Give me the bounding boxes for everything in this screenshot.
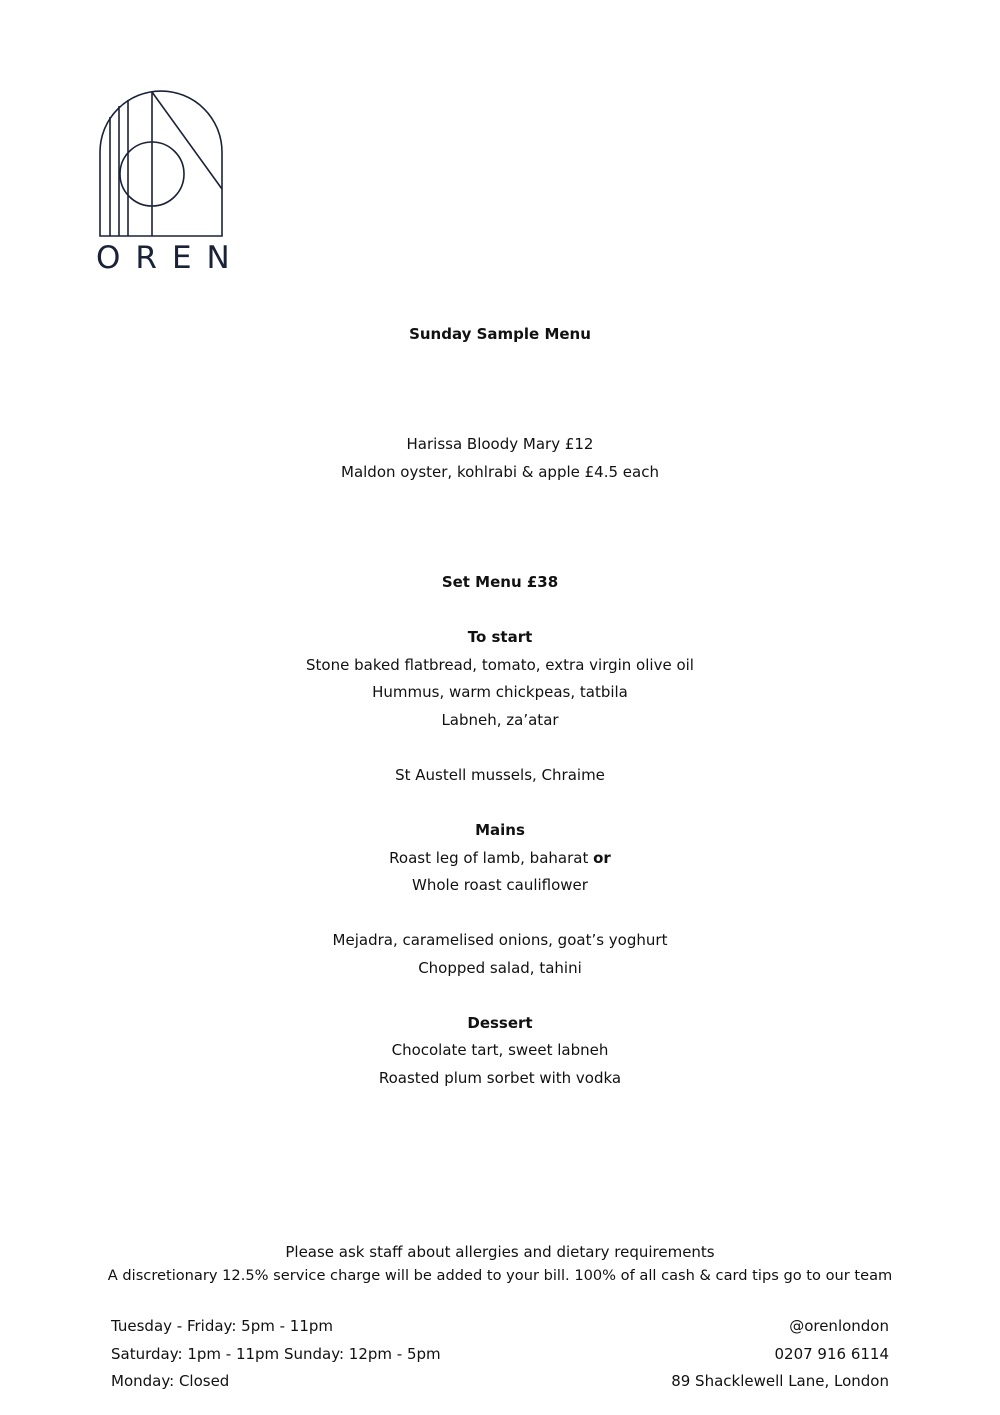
menu-item: Hummus, warm chickpeas, tatbila [372, 683, 628, 701]
hours-line: Saturday: 1pm - 11pm Sunday: 12pm - 5pm [111, 1345, 441, 1363]
menu-item-mains-option [0, 848, 1000, 868]
menu-item: Chopped salad, tahini [418, 959, 582, 977]
phone-number: 0207 916 6114 [774, 1345, 889, 1363]
menu-item: St Austell mussels, Chraime [395, 766, 605, 784]
mains-option-2: Whole roast cauliflower [412, 876, 588, 894]
allergy-note: Please ask staff about allergies and dietary requirements [285, 1243, 715, 1261]
extra-item: Maldon oyster, kohlrabi & apple £4.5 each [341, 463, 659, 481]
or-word: or [593, 849, 611, 867]
extra-item: Harissa Bloody Mary £12 [406, 435, 594, 453]
hours-line: Monday: Closed [111, 1372, 230, 1390]
social-handle: @orenlondon [789, 1317, 889, 1335]
menu-item: Roasted plum sorbet with vodka [378, 1069, 622, 1087]
menu-item: Stone baked flatbread, tomato, extra virgin olive oil [306, 656, 694, 674]
section-heading-start: To start [467, 628, 533, 646]
logo-wordmark: OREN [96, 240, 245, 276]
menu-item: Chocolate tart, sweet labneh [391, 1041, 609, 1059]
menu-item: Labneh, za’atar [441, 711, 559, 729]
section-heading-dessert: Dessert [467, 1014, 533, 1032]
page-title: Sunday Sample Menu [409, 325, 591, 343]
oren-logo [96, 88, 245, 276]
mains-option-1: Roast leg of lamb, baharat [389, 849, 589, 867]
service-charge-note: A discretionary 12.5% service charge will be added to your bill. 100% of all cash & card tips go to our team [107, 1267, 893, 1284]
menu-item: Mejadra, caramelised onions, goat’s yoghurt [332, 931, 668, 949]
section-heading-mains: Mains [475, 821, 525, 839]
set-menu-heading: Set Menu £38 [441, 573, 559, 591]
hours-line: Tuesday - Friday: 5pm - 11pm [111, 1317, 334, 1335]
address: 89 Shacklewell Lane, London [671, 1372, 889, 1390]
